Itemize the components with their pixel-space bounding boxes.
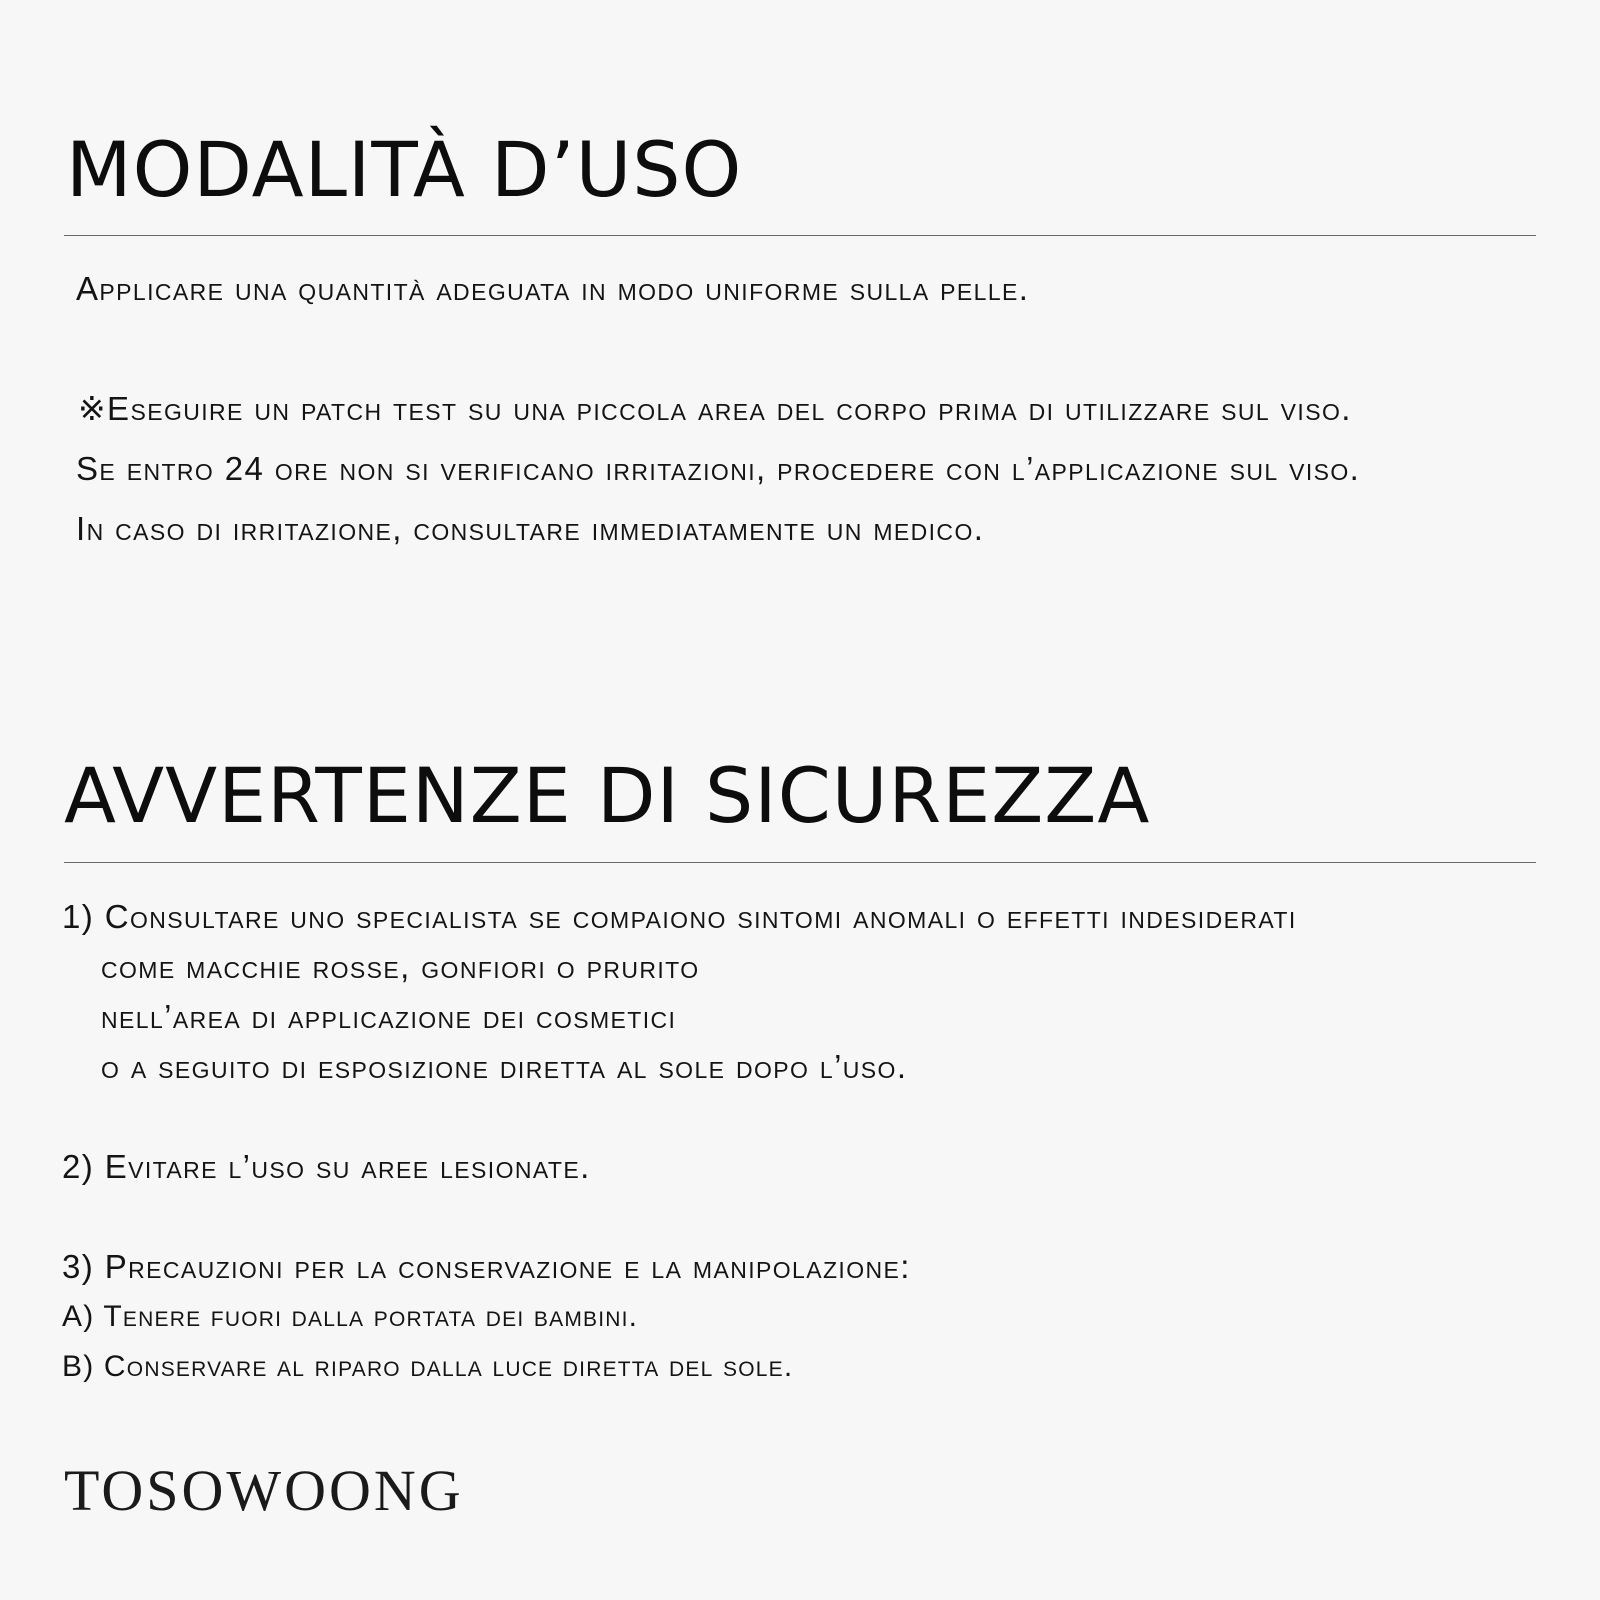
safety-item-3: 3) Precauzioni per la conservazione e la manipolazione: <box>62 1248 911 1285</box>
usage-note-line: In caso di irritazione, consultare immediatamente un medico. <box>76 510 985 547</box>
safety-item-1-line: o a seguito di esposizione diretta al sole dopo l’uso. <box>101 1048 908 1085</box>
usage-title: MODALITÀ D’USO <box>66 125 743 214</box>
safety-item-1-line: come macchie rosse, gonfiori o prurito <box>101 948 700 985</box>
usage-divider <box>64 235 1536 236</box>
safety-item-1-line: nell’area di applicazione dei cosmetici <box>101 998 677 1035</box>
safety-item-3-sub: A) Tenere fuori dalla portata dei bambini. <box>62 1300 639 1333</box>
usage-instruction: Applicare una quantità adeguata in modo uniforme sulla pelle. <box>76 270 1030 307</box>
usage-note-line: Se entro 24 ore non si verificano irritazioni, procedere con l’applicazione sul viso. <box>76 450 1361 487</box>
safety-title: AVVERTENZE DI SICUREZZA <box>64 751 1151 840</box>
usage-note-line: ※Eseguire un patch test su una piccola area del corpo prima di utilizzare sul viso. <box>78 390 1352 427</box>
safety-item-1-line: 1) Consultare uno specialista se compaiono sintomi anomali o effetti indesiderati <box>62 898 1297 935</box>
brand-logo: TOSOWOONG <box>64 1458 464 1523</box>
safety-item-2: 2) Evitare l’uso su aree lesionate. <box>62 1148 591 1185</box>
safety-item-3-sub: B) Conservare al riparo dalla luce diretta del sole. <box>62 1350 794 1383</box>
safety-divider <box>64 862 1536 863</box>
